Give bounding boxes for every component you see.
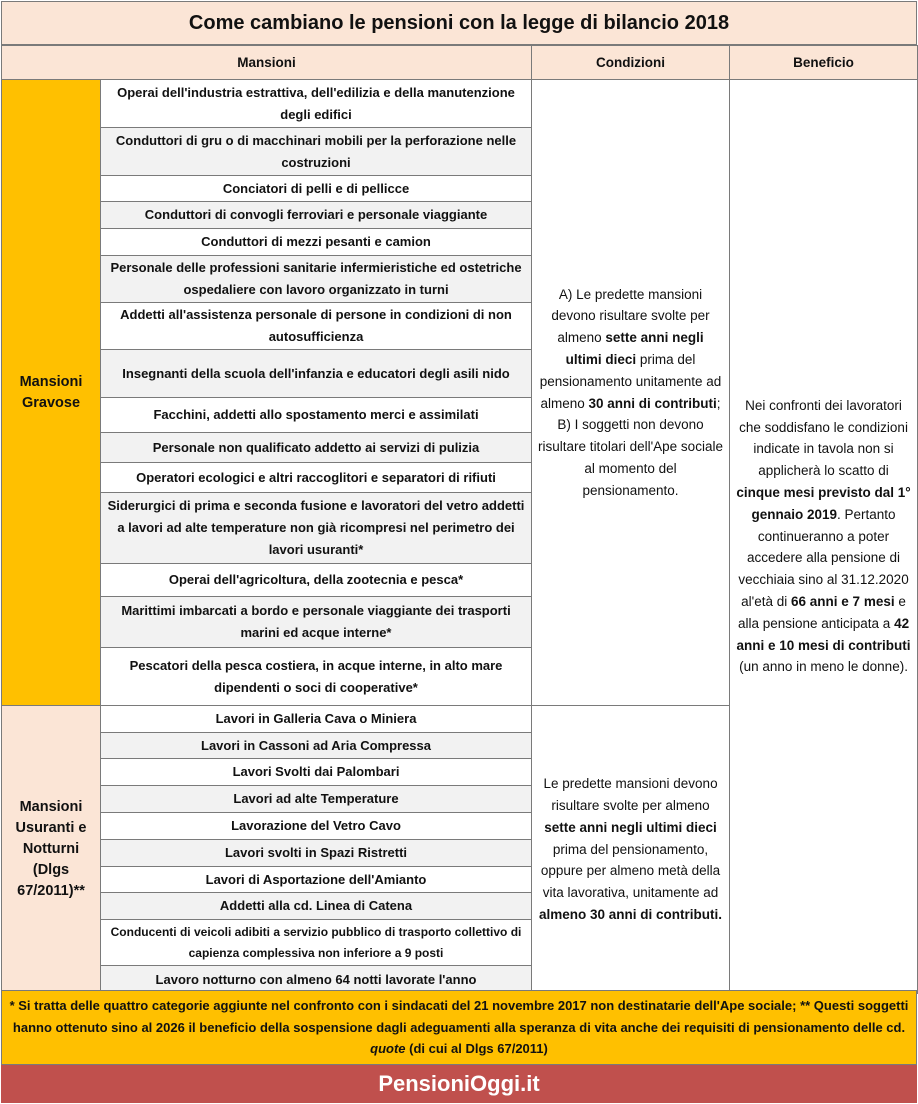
header-mansioni: Mansioni	[2, 46, 532, 80]
category-usuranti: Mansioni Usuranti e Notturni (Dlgs 67/2011)**	[2, 706, 101, 994]
footnote: * Si tratta delle quattro categorie aggiunte nel confronto con i sindacati del 21 novembre 2017 non destinatarie dell'Ape sociale; ** Questi soggetti hanno ottenuto sino al 2026 il beneficio della sospensione dagli adeguamenti alla speranza di vita anche dei requisiti di pensionamento delle cd. quote (di cui al Dlgs 67/2011)	[1, 990, 917, 1065]
page-title: Come cambiano le pensioni con la legge di bilancio 2018	[1, 1, 917, 45]
gravose-item: Personale non qualificato addetto ai servizi di pulizia	[101, 433, 532, 463]
table-row	[2, 80, 918, 128]
gravose-item: Addetti all'assistenza personale di persone in condizioni di non autosufficienza	[101, 303, 532, 350]
category-gravose: Mansioni Gravose	[2, 80, 101, 706]
gravose-item: Marittimi imbarcati a bordo e personale viaggiante dei trasporti marini ed acque interne*	[101, 597, 532, 648]
usuranti-item: Lavori di Asportazione dell'Amianto	[101, 867, 532, 893]
header-condizioni: Condizioni	[532, 46, 730, 80]
gravose-item: Operatori ecologici e altri raccoglitori e separatori di rifiuti	[101, 463, 532, 493]
gravose-item: Conciatori di pelli e di pellicce	[101, 176, 532, 202]
gravose-item: Operai dell'industria estrattiva, dell'edilizia e della manutenzione degli edifici	[101, 80, 532, 128]
gravose-item: Pescatori della pesca costiera, in acque interne, in alto mare dipendenti o soci di cooperative*	[101, 648, 532, 706]
usuranti-item: Lavori in Cassoni ad Aria Compressa	[101, 733, 532, 759]
gravose-item: Operai dell'agricoltura, della zootecnia e pesca*	[101, 564, 532, 597]
gravose-item: Conduttori di convogli ferroviari e personale viaggiante	[101, 202, 532, 229]
gravose-item: Insegnanti della scuola dell'infanzia e educatori degli asili nido	[101, 350, 532, 398]
gravose-item: Siderurgici di prima e seconda fusione e lavoratori del vetro addetti a lavori ad alte temperature non già ricompresi nel perimetro dei lavori usuranti*	[101, 493, 532, 564]
brand-logo: PensioniOggi.it	[1, 1065, 917, 1103]
usuranti-item: Lavori Svolti dai Palombari	[101, 759, 532, 786]
condizioni-gravose: A) Le predette mansioni devono risultare svolte per almeno sette anni negli ultimi dieci prima del pensionamento unitamente ad almeno 30 anni di contributi; B) I soggetti non devono risultare titolari dell'Ape sociale al momento del pensionamento.	[532, 80, 730, 706]
usuranti-item: Lavori in Galleria Cava o Miniera	[101, 706, 532, 733]
usuranti-item: Lavori svolti in Spazi Ristretti	[101, 840, 532, 867]
header-beneficio: Beneficio	[730, 46, 918, 80]
gravose-item: Conduttori di mezzi pesanti e camion	[101, 229, 532, 256]
gravose-item: Conduttori di gru o di macchinari mobili per la perforazione nelle costruzioni	[101, 128, 532, 176]
table-header-row	[2, 46, 918, 80]
beneficio-text: Nei confronti dei lavoratori che soddisfano le condizioni indicate in tavola non si applicherà lo scatto di cinque mesi previsto dal 1° gennaio 2019. Pertanto continueranno a poter accedere alla pensione di vecchiaia sino al 31.12.2020 al'età di 66 anni e 7 mesi e alla pensione anticipata a 42 anni e 10 mesi di contributi (un anno in meno le donne).	[730, 80, 918, 994]
usuranti-item: Lavorazione del Vetro Cavo	[101, 813, 532, 840]
gravose-item: Personale delle professioni sanitarie infermieristiche ed ostetriche ospedaliere con lavoro organizzato in turni	[101, 256, 532, 303]
usuranti-item: Addetti alla cd. Linea di Catena	[101, 893, 532, 920]
usuranti-item: Lavori ad alte Temperature	[101, 786, 532, 813]
usuranti-item: Conducenti di veicoli adibiti a servizio pubblico di trasporto collettivo di capienza complessiva non inferiore a 9 posti	[101, 920, 532, 966]
usuranti-item: Lavoro notturno con almeno 64 notti lavorate l'anno	[101, 966, 532, 994]
pension-table	[1, 45, 918, 994]
condizioni-usuranti: Le predette mansioni devono risultare svolte per almeno sette anni negli ultimi dieci prima del pensionamento, oppure per almeno metà della vita lavorativa, unitamente ad almeno 30 anni di contributi.	[532, 706, 730, 994]
gravose-item: Facchini, addetti allo spostamento merci e assimilati	[101, 398, 532, 433]
